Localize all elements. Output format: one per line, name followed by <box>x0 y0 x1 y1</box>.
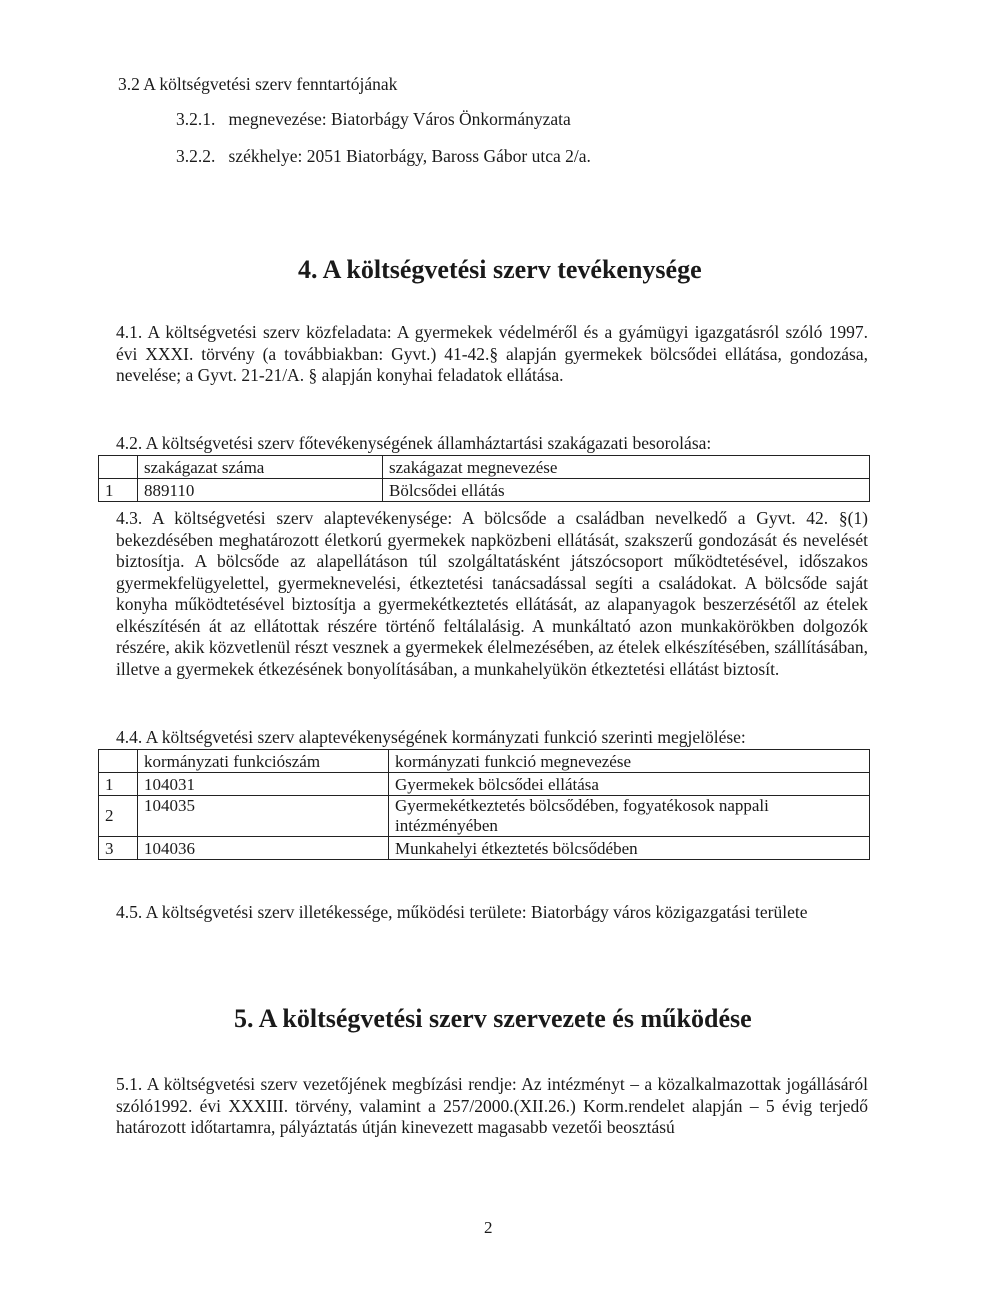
table-row <box>99 796 870 837</box>
paragraph-4-1 <box>116 322 868 387</box>
paragraph-4-5-text: 4.5. A költségvetési szerv illetékessége, működési területe: Biatorbágy város közigazgatási területe <box>116 902 808 922</box>
table-header-cell: kormányzati funkciószám <box>138 750 389 773</box>
paragraph-4-1-text: 4.1. A költségvetési szerv közfeladata: A gyermekek védelméről és a gyámügyi igazgatásról szóló 1997. évi XXXI. törvény (a továbbiakban: Gyvt.) 41-42.§ alapján gyermekek bölcsődei ellátása, gondozása, nevelése; a Gyvt. 21-21/A. § alapján konyhai feladatok ellátása. <box>116 322 868 385</box>
table-cell: 1 <box>99 773 138 796</box>
table-cell: 104036 <box>138 837 389 860</box>
table-4-2 <box>98 455 870 502</box>
section-3-2-1: 3.2.1. megnevezése: Biatorbágy Város Önkormányzata <box>176 109 571 129</box>
paragraph-5-1 <box>116 1074 868 1139</box>
table-cell: 2 <box>99 796 138 837</box>
table-cell: Gyermekek bölcsődei ellátása <box>389 773 870 796</box>
page-number: 2 <box>484 1218 493 1237</box>
paragraph-4-3-text: 4.3. A költségvetési szerv alaptevékenysége: A bölcsőde a családban nevelkedő a Gyvt. 42. §(1) bekezdésében meghatározott életkorú gyermekek napközbeni ellátását, szakszerű gondozását és nevelését biztosítja. A bölcsőde az alapellátáson túl szolgáltatásként játszócsoport működtetésével, időszakos gyermekfelügyelettel, gyermeknevelési, étkeztetési tanácsadással segíti a családokat. A bölcsőde saját konyha működtetésével biztosítja a gyermekétkeztetés ellátását, az alapanyagok beszerzésétől az ételek elkészítésén át az ellátottak részére történő feltálalásig. A munkáltató azon munkakörökben dolgozók részére, akik közvetlenül részt vesznek a gyermekek élelmezésében, az ételek elkészítésében, szállításában, illetve a gyermekek étkezésének bonyolításában, a munkahelyükön étkeztetési ellátást biztosít. <box>116 508 868 679</box>
table-header-cell <box>99 750 138 773</box>
table-row <box>99 479 870 502</box>
table-cell: 889110 <box>138 479 383 502</box>
table-header-row <box>99 750 870 773</box>
table-cell: 104035 <box>138 796 389 837</box>
table-header-cell: szakágazat megnevezése <box>383 456 870 479</box>
table-row <box>99 837 870 860</box>
table-cell: Gyermekétkeztetés bölcsődében, fogyatékosok nappali intézményében <box>389 796 870 837</box>
table-4-4 <box>98 749 870 860</box>
section-5-heading: 5. A költségvetési szerv szervezete és működése <box>234 1004 752 1033</box>
table-row <box>99 773 870 796</box>
paragraph-4-4: 4.4. A költségvetési szerv alaptevékenységének kormányzati funkció szerinti megjelölése: <box>116 727 746 747</box>
paragraph-4-5 <box>116 902 868 924</box>
paragraph-4-3 <box>116 508 868 680</box>
section-3-2-title: 3.2 A költségvetési szerv fenntartójának <box>118 74 398 94</box>
paragraph-4-2: 4.2. A költségvetési szerv főtevékenységének államháztartási szakágazati besorolása: <box>116 433 712 453</box>
table-header-row <box>99 456 870 479</box>
table-header-cell: kormányzati funkció megnevezése <box>389 750 870 773</box>
table-cell: 3 <box>99 837 138 860</box>
section-4-heading: 4. A költségvetési szerv tevékenysége <box>298 255 702 284</box>
table-header-cell: szakágazat száma <box>138 456 383 479</box>
paragraph-5-1-text: 5.1. A költségvetési szerv vezetőjének megbízási rendje: Az intézményt – a közalkalmazottak jogállásáról szóló1992. évi XXXIII. törvény, valamint a 257/2000.(XII.26.) Korm.rendelet alapján – 5 évig terjedő határozott időtartamra, pályáztatás útján kinevezett magasabb vezetői beosztású <box>116 1074 868 1137</box>
table-cell: 1 <box>99 479 138 502</box>
table-cell: 104031 <box>138 773 389 796</box>
table-cell: Bölcsődei ellátás <box>383 479 870 502</box>
table-header-cell <box>99 456 138 479</box>
table-cell: Munkahelyi étkeztetés bölcsődében <box>389 837 870 860</box>
section-3-2-2: 3.2.2. székhelye: 2051 Biatorbágy, Baross Gábor utca 2/a. <box>176 146 591 166</box>
